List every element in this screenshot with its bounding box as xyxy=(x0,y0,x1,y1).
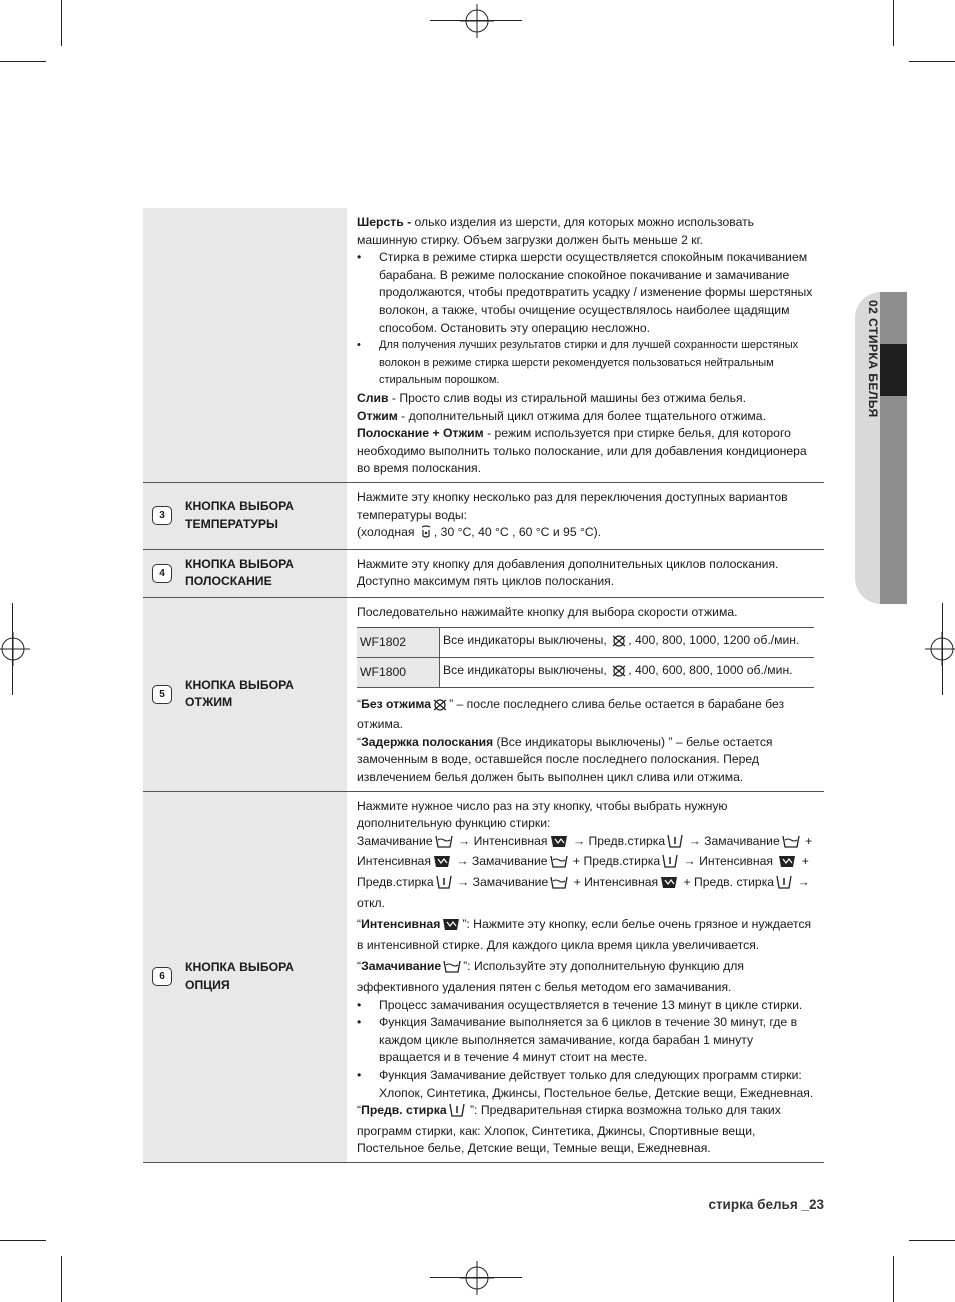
table-row xyxy=(357,628,814,658)
item-number: 3 xyxy=(152,506,172,525)
soak-icon xyxy=(550,855,568,874)
soak-label: Замачивание xyxy=(704,833,780,848)
soak-label: Замачивание xyxy=(357,833,433,848)
intensive-icon xyxy=(442,917,460,937)
intensive-icon xyxy=(778,854,796,874)
model-cell: WF1800 xyxy=(357,658,440,688)
spin-button-title: КНОПКА ВЫБОРА ОТЖИМ xyxy=(185,677,294,710)
item-number: 5 xyxy=(152,685,172,704)
bullet: • xyxy=(357,1067,362,1082)
rinse-spin-term: Полоскание + Отжим xyxy=(357,426,484,441)
prewash-icon xyxy=(662,854,678,874)
option-intro: Нажмите нужное число раз на эту кнопку, чтобы выбрать нужную дополнительную функцию стирки: xyxy=(357,798,728,831)
arrow: → xyxy=(683,854,696,869)
table-row xyxy=(143,550,824,598)
prewash-label: Предв. xyxy=(694,875,734,889)
rinse-hold-description: (Все индикаторы выключены) ” – белье остается замоченным в воде, оставшейся после последнего полоскания. Перед извлечением белья должен быть выполнен цикл слива или отжима. xyxy=(357,734,773,785)
wool-term: Шерсть - xyxy=(357,215,412,229)
plus: + xyxy=(801,854,809,869)
no-spin-description: ” – после последнего слива белье остается в барабане без отжима. xyxy=(357,696,785,732)
prewash-label: Предв.стирка xyxy=(588,833,666,848)
soak-label: Замачивание xyxy=(471,854,548,869)
list-item xyxy=(357,1014,814,1067)
intensive-icon xyxy=(550,834,568,854)
label-cell xyxy=(143,550,347,597)
arrow: → xyxy=(797,875,810,889)
plus: + xyxy=(573,875,581,889)
crop-mark xyxy=(0,1240,46,1241)
speed-values: , 400, 600, 800, 1000 об./мин. xyxy=(628,663,793,678)
prewash-icon xyxy=(436,875,452,895)
speed-prefix: Все индикаторы выключены, xyxy=(443,633,607,648)
soak-icon xyxy=(435,835,453,854)
soak-term: Замачивание xyxy=(361,959,442,974)
bullet: • xyxy=(357,250,362,265)
plus: + xyxy=(683,875,691,889)
plus: + xyxy=(805,833,813,848)
item-number: 4 xyxy=(152,564,172,583)
prewash-label: стирка xyxy=(736,875,775,889)
bullet: • xyxy=(357,1015,362,1030)
cold-water-icon xyxy=(420,525,432,545)
intensive-term: Интенсивная xyxy=(361,917,441,932)
spin-intro: Последовательно нажимайте кнопку для выбора скорости отжима. xyxy=(357,604,738,619)
description-cell xyxy=(347,792,824,1162)
intensive-icon xyxy=(433,854,451,874)
intensive-description: ”: Нажмите эту кнопку, если белье очень грязное и нуждается в интенсивной стирке. Для каждого цикла время цикла увеличивается. xyxy=(357,917,812,952)
intensive-label: Интенсивная xyxy=(699,854,774,869)
no-spin-icon xyxy=(612,665,626,683)
description-cell xyxy=(347,598,824,791)
prewash-label: Предв.стирка xyxy=(583,854,661,869)
soak-icon xyxy=(782,835,800,854)
table-row xyxy=(143,792,824,1163)
intensive-label: Интенсивная xyxy=(473,833,548,848)
label-cell xyxy=(143,208,347,482)
crop-mark xyxy=(61,1256,62,1302)
quote-mark: “ xyxy=(357,734,362,749)
prewash-label: Предв.стирка xyxy=(357,875,434,889)
registration-mark-icon xyxy=(460,1261,494,1295)
list-item xyxy=(357,997,814,1015)
speed-cell xyxy=(440,628,815,658)
quote-mark: “ xyxy=(357,917,362,932)
spin-term: Отжим xyxy=(357,408,398,423)
rinse-spin-description: - режим используется при стирке белья, для которого необходимо выполнить только полоскание, или для добавления кондиционера во время полоскания. xyxy=(357,426,807,476)
page-footer: стирка белья _23 xyxy=(708,1197,824,1212)
prewash-icon xyxy=(776,875,792,895)
registration-mark-icon xyxy=(460,4,494,38)
rinse-hold-term: Задержка полоскания xyxy=(361,734,494,749)
arrow: → xyxy=(458,833,471,848)
crop-mark xyxy=(893,0,894,46)
list-item xyxy=(357,249,814,337)
spin-description: - дополнительный цикл отжима для более тщательного отжима. xyxy=(397,408,766,423)
quote-mark: “ xyxy=(357,959,362,974)
no-spin-icon xyxy=(433,699,447,717)
speed-values: , 400, 800, 1000, 1200 об./мин. xyxy=(628,633,800,648)
off-label: откл. xyxy=(357,895,386,910)
soak-icon xyxy=(443,960,461,979)
list-item xyxy=(357,1067,814,1102)
section-tab-band xyxy=(880,292,907,604)
registration-mark-icon xyxy=(0,632,30,666)
quote-mark: “ xyxy=(357,696,362,711)
section-tab-label: 02 СТИРКА БЕЛЬЯ xyxy=(866,300,880,418)
description-cell xyxy=(347,550,824,597)
item-number: 6 xyxy=(152,967,172,986)
no-spin-icon xyxy=(612,635,626,653)
temperature-button-title: КНОПКА ВЫБОРА ТЕМПЕРАТУРЫ xyxy=(185,499,294,531)
option-button-title: КНОПКА ВЫБОРА ОПЦИЯ xyxy=(185,960,294,992)
plus: + xyxy=(572,854,581,869)
prewash-icon xyxy=(667,834,683,854)
arrow: → xyxy=(456,854,469,869)
soak-note: Функция Замачивание действует только для следующих программ стирки: Хлопок, Синтетика, Джинсы, Постельное белье, Детские вещи, Ежедневная. xyxy=(379,1067,814,1100)
soak-note: Процесс замачивания осуществляется в течение 13 минут в цикле стирки. xyxy=(379,997,803,1012)
crop-mark xyxy=(893,1256,894,1302)
label-cell xyxy=(143,792,347,1162)
no-spin-term: Без отжима xyxy=(361,696,432,711)
description-cell xyxy=(347,483,824,549)
controls-table xyxy=(143,208,824,1163)
soak-label: Замачивание xyxy=(472,875,549,889)
temperature-options-start: (холодная xyxy=(357,525,415,540)
rinse-button-title: КНОПКА ВЫБОРА ПОЛОСКАНИЕ xyxy=(185,556,294,589)
label-cell xyxy=(143,598,347,791)
crop-mark xyxy=(0,61,46,62)
crop-mark xyxy=(909,61,955,62)
arrow: → xyxy=(457,875,470,889)
wool-note: Стирка в режиме стирка шерсти осуществляется спокойным покачиванием барабана. В режиме полосканиe спокойное покачивание и замачивание продолжаются, чтобы предотвратить усадку / изменение формы шерстяных волокон, а также, чтобы очищение осуществлялось наиболее щадящим способом. Остановить эту операцию несложно. xyxy=(379,250,813,335)
soak-note: Функция Замачивание выполняется за 6 циклов в течение 30 минут, где в каждом цикле выполняется замачивание, когда барабан 1 минуту вращается и в течение 4 минут стоит на месте. xyxy=(379,1015,798,1065)
crop-mark xyxy=(909,1240,955,1241)
quote-mark: “ xyxy=(357,1103,362,1118)
prewash-term: Предв. стирка xyxy=(361,1103,447,1118)
bullet: • xyxy=(357,997,362,1012)
drain-term: Слив xyxy=(357,390,389,405)
temperature-description: Нажмите эту кнопку несколько раз для переключения доступных вариантов температуры воды: xyxy=(357,489,788,522)
rinse-description: Нажмите эту кнопку для добавления дополнительных циклов полоскания. Доступно максимум пять циклов полоскания. xyxy=(357,556,779,589)
intensive-icon xyxy=(660,875,678,895)
wool-description: олько изделия из шерсти, для которых можно использовать машинную стирку. Объем загрузки должен быть меньше 2 кг. xyxy=(357,215,755,247)
prewash-icon xyxy=(449,1103,465,1123)
soak-icon xyxy=(550,876,568,895)
soak-description: ”: Используйте эту дополнительную функцию для эффективного удаления пятен с белья методом его замачивания. xyxy=(357,959,744,994)
bullet: • xyxy=(357,339,361,352)
arrow: → xyxy=(572,833,586,848)
arrow: → xyxy=(688,833,701,848)
speed-cell xyxy=(440,658,815,688)
table-row xyxy=(143,208,824,483)
table-row xyxy=(143,598,824,792)
drain-description: - Просто слив воды из стиральной машины без отжима белья. xyxy=(388,390,746,405)
speed-prefix: Все индикаторы выключены, xyxy=(443,663,607,678)
spin-speed-table xyxy=(357,627,814,687)
registration-mark-icon xyxy=(925,632,955,666)
section-tab-marker xyxy=(880,344,907,396)
temperature-options-end: , 30 °C, 40 °C , 60 °C и 95 °C). xyxy=(433,525,602,540)
intensive-label: Интенсивная xyxy=(357,854,431,869)
label-cell xyxy=(143,483,347,549)
model-cell: WF1802 xyxy=(357,628,440,658)
prewash-description: ”: Предварительная стирка возможна только для таких программ стирки, как: Хлопок, Синтетика, Джинсы, Спортивные вещи, Постельное белье, Детские вещи, Темные вещи, Ежедневная. xyxy=(357,1103,781,1156)
crop-mark xyxy=(61,0,62,46)
option-sequence xyxy=(357,833,814,912)
table-row xyxy=(357,658,814,688)
list-item xyxy=(357,337,814,390)
table-row xyxy=(143,483,824,550)
intensive-label: Интенсивная xyxy=(584,875,659,889)
description-cell xyxy=(347,208,824,482)
wool-tip: Для получения лучших результатов стирки и для лучшей сохранности шерстяных волокон в режиме стирка шерсти рекомендуется пользоваться нейтральным стиральным порошком. xyxy=(379,339,799,387)
